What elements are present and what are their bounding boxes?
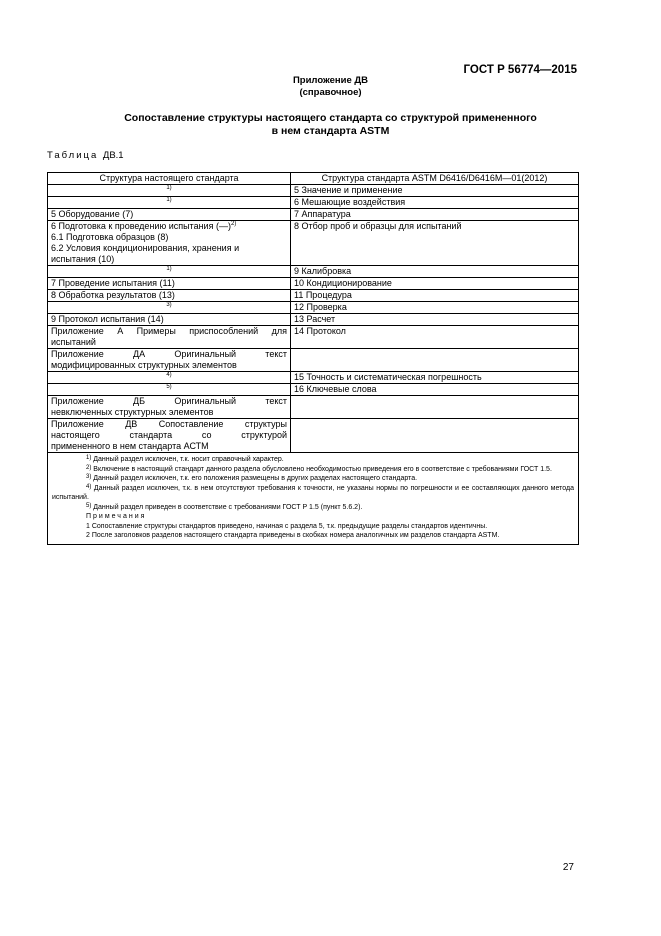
row-left-cell: [48, 372, 291, 384]
left-cell-text: 9 Протокол испытания (14): [51, 314, 164, 324]
left-cell-line: [51, 243, 287, 254]
row-left-cell: [48, 209, 291, 221]
left-cell-text: Приложение ДБ Оригинальный текст: [51, 396, 287, 406]
left-cell-text: настоящего стандарта со структурой: [51, 430, 287, 440]
table-row: [48, 290, 579, 302]
footnote-text: Данный раздел исключен, т.к. в нем отсутствуют требования к точности, не указаны нормы по погрешности и ее составляющих данного метода испытаний.: [52, 484, 574, 501]
left-cell-text: Приложение ДВ Сопоставление структуры: [51, 419, 287, 429]
footnote-ref: 1): [166, 197, 172, 203]
table-row: [48, 372, 579, 384]
row-right-cell: [291, 419, 579, 453]
row-left-cell: [48, 326, 291, 349]
footnote-mark: 1): [86, 455, 92, 461]
table-row: [48, 302, 579, 314]
right-cell-text: 9 Калибровка: [294, 266, 352, 276]
table-caption: [47, 150, 124, 161]
table-row: [48, 384, 579, 396]
title-line-2: в нем стандарта ASTM: [271, 125, 390, 137]
footnote-mark: 2): [86, 464, 92, 471]
footnote-ref: 2): [230, 221, 237, 227]
row-right-cell: [291, 221, 579, 266]
table-caption-word: Таблица: [47, 150, 99, 161]
left-cell-text: испытания (10): [51, 254, 115, 264]
page-number: 27: [562, 862, 574, 873]
table-caption-number: ДВ.1: [102, 150, 124, 161]
row-left-cell: [48, 302, 291, 314]
left-cell-text: 6 Подготовка к проведению испытания (—): [51, 221, 231, 231]
left-cell-line: [51, 407, 287, 418]
row-right-cell: [291, 384, 579, 396]
left-cell-line: [51, 232, 287, 243]
table-row: [48, 266, 579, 278]
table-header-row: [48, 173, 579, 185]
left-cell-text: 6.1 Подготовка образцов (8): [51, 232, 169, 242]
column-header-right: Структура стандарта ASTM D6416/D6416M—01(2012): [291, 173, 579, 185]
footnotes-row: [48, 453, 579, 545]
row-left-cell: [48, 278, 291, 290]
row-right-cell: [291, 209, 579, 221]
left-cell-line: [51, 430, 287, 441]
row-left-cell: [48, 314, 291, 326]
left-cell-line: [51, 360, 287, 371]
row-right-cell: [291, 372, 579, 384]
row-left-cell: [48, 349, 291, 372]
table-row: [48, 326, 579, 349]
left-cell-line: [51, 221, 287, 232]
table-row: [48, 314, 579, 326]
left-cell-text: 6.2 Условия кондиционирования, хранения и: [51, 243, 240, 253]
table-row: [48, 419, 579, 453]
table-row: [48, 396, 579, 419]
footnote: [52, 465, 574, 475]
right-cell-text: 15 Точность и систематическая погрешность: [294, 372, 482, 382]
title-line-1: Сопоставление структуры настоящего стандарта со структурой примененного: [124, 112, 537, 124]
footnote: [52, 503, 574, 513]
right-cell-text: 14 Протокол: [294, 326, 346, 336]
left-cell-line: [51, 396, 287, 407]
footnote-ref: 5): [166, 384, 172, 390]
row-left-cell: [48, 221, 291, 266]
left-cell-text: испытаний: [51, 337, 96, 347]
row-right-cell: [291, 396, 579, 419]
notes-heading: Примечания: [86, 513, 147, 520]
row-left-cell: [48, 419, 291, 453]
row-left-cell: [48, 197, 291, 209]
left-cell-text: 8 Обработка результатов (13): [51, 290, 175, 300]
note: 2 После заголовков разделов настоящего стандарта приведены в скобках номера аналогичных им разделов стандарта ASTM.: [86, 532, 500, 539]
right-cell-text: 16 Ключевые слова: [294, 384, 377, 394]
footnote-ref: 3): [166, 302, 172, 308]
table-row: [48, 209, 579, 221]
table-row: [48, 197, 579, 209]
left-cell-text: 7 Проведение испытания (11): [51, 278, 175, 288]
row-right-cell: [291, 290, 579, 302]
footnote-ref: 4): [166, 372, 172, 378]
footnote-mark: 4): [86, 483, 92, 490]
column-header-left: Структура настоящего стандарта: [48, 173, 291, 185]
footnote-text: Включение в настоящий стандарт данного раздела обусловлено необходимостью приведения его в соответствие с требованиями ГОСТ 1.5.: [93, 465, 552, 473]
annex-title: Приложение ДВ: [292, 75, 369, 86]
right-cell-text: 12 Проверка: [294, 302, 347, 312]
row-right-cell: [291, 197, 579, 209]
table-row: [48, 185, 579, 197]
row-left-cell: [48, 185, 291, 197]
footnote-mark: 5): [86, 502, 92, 509]
footnote-ref: 1): [166, 185, 172, 191]
footnote-mark: 3): [86, 474, 92, 480]
table-row: [48, 349, 579, 372]
left-cell-line: [51, 337, 287, 348]
table-row: [48, 221, 579, 266]
right-cell-text: 7 Аппаратура: [294, 209, 351, 219]
row-left-cell: [48, 396, 291, 419]
row-right-cell: [291, 314, 579, 326]
footnote: [52, 484, 574, 503]
footnotes-cell: [48, 453, 579, 545]
row-right-cell: [291, 185, 579, 197]
row-right-cell: [291, 349, 579, 372]
row-right-cell: [291, 302, 579, 314]
footnote-ref: 1): [166, 266, 172, 272]
left-cell-line: [51, 441, 287, 452]
left-cell-line: [51, 349, 287, 360]
left-cell-line: [51, 419, 287, 430]
right-cell-text: 13 Расчет: [294, 314, 336, 324]
right-cell-text: 5 Значение и применение: [294, 185, 403, 195]
left-cell-text: Приложение А Примеры приспособлений для: [51, 326, 287, 336]
comparison-table: [47, 172, 579, 545]
left-cell-text: модифицированных структурных элементов: [51, 360, 237, 370]
left-cell-text: 5 Оборудование (7): [51, 209, 134, 219]
left-cell-text: невключенных структурных элементов: [51, 407, 214, 417]
footnote: [52, 474, 574, 484]
row-left-cell: [48, 290, 291, 302]
left-cell-line: [51, 254, 287, 265]
row-left-cell: [48, 266, 291, 278]
note: 1 Сопоставление структуры стандартов приведено, начиная с раздела 5, т.к. предыдущие разделы стандартов идентичны.: [86, 522, 488, 530]
right-cell-text: 11 Процедура: [294, 290, 352, 300]
annex-type: (справочное): [299, 87, 362, 98]
right-cell-text: 8 Отбор проб и образцы для испытаний: [294, 221, 462, 231]
annex-heading: [0, 75, 661, 99]
footnote: [52, 455, 574, 465]
footnote-text: Данный раздел исключен, т.к. его положения размещены в других разделах настоящего стандарта.: [93, 475, 418, 482]
row-right-cell: [291, 278, 579, 290]
left-cell-text: Приложение ДА Оригинальный текст: [51, 349, 287, 359]
row-left-cell: [48, 384, 291, 396]
row-right-cell: [291, 266, 579, 278]
left-cell-text: примененного в нем стандарта АСТМ: [51, 441, 209, 451]
row-right-cell: [291, 326, 579, 349]
footnote-text: Данный раздел исключен, т.к. носит справочный характер.: [93, 456, 284, 463]
right-cell-text: 10 Кондиционирование: [294, 278, 392, 288]
left-cell-line: [51, 326, 287, 337]
footnote-text: Данный раздел приведен в соответствие с требованиями ГОСТ Р 1.5 (пункт 5.6.2).: [93, 503, 363, 511]
document-title: [0, 112, 661, 138]
right-cell-text: 6 Мешающие воздействия: [294, 197, 406, 207]
table-row: [48, 278, 579, 290]
standard-code: ГОСТ Р 56774—2015: [463, 64, 577, 76]
